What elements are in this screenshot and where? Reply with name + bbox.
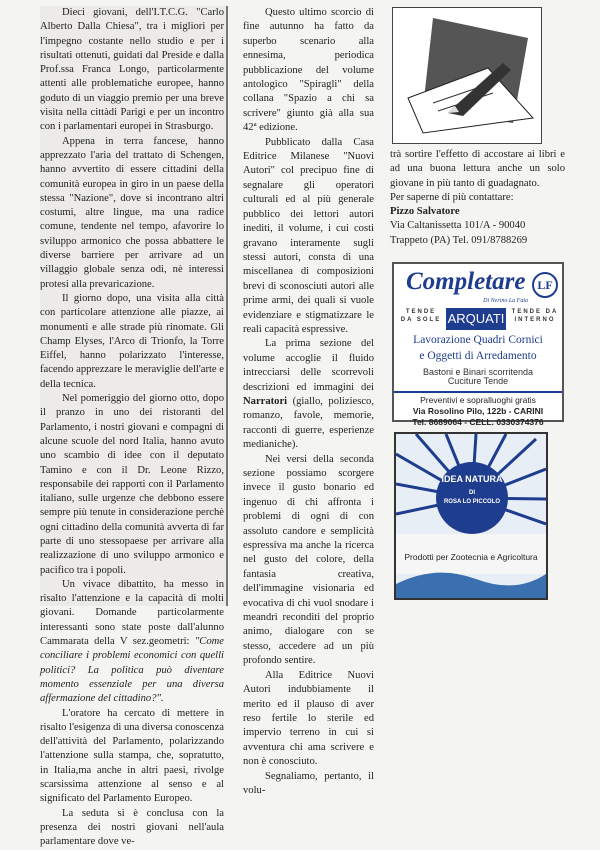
service: Preventivi e sopralluoghi gratis <box>420 395 536 405</box>
text: La prima sezione del volume accoglie il fluido intrecciarsi delle scorrevoli descrizioni ed immagini dei <box>243 338 374 393</box>
paragraph: Il giorno dopo, una visita alla città con particolare attenzione alle piazze, ai monumenti e alle strade più rinomate. Gli Champ Elyses, l'Arco di Trionfo, la Torre Eiffel, hanno polarizzato l'interesse, facendo apprezzare le meraviglie dell'arte e della tecnica. <box>40 292 224 390</box>
tende-sole: TENDE DA SOLE <box>400 309 442 323</box>
text: (giallo, poliziesco, romanzo, favole, memorie, racconti di guerre, esperienze medianiche). <box>243 395 374 451</box>
paragraph: trà sortire l'effetto di accostare ai libri e ad una buona lettura anche un solo giovane in più tanto di guadagnato. <box>390 149 565 189</box>
owner: ROSA LO PICCOLO <box>443 499 501 505</box>
paragraph: Nei versi della seconda sezione possiamo scorgere invece il gusto bonario ed ingenuo di chi affronta i problemi di ogni di con assoluto candore e semplicità espressiva ma anche la ricerca nel gusto del colore, della fantasia creativa, dell'immagine visionaria ed evocativa di chi vuol snodare i meandri reconditi del proprio animo, dialogare con se stesso, accedere ad un più profondo sentire. <box>243 453 374 667</box>
contact-name <box>390 205 565 219</box>
paragraph: Dieci giovani, dell'I.T.C.G. "Carlo Alberto Dalla Chiesa", tra i migliori per l'impegno costante nello studio e per i risultati ottenuti, guidati dal Preside e dalla Prof.ssa Franca Longo, particolarmente attenti alle problematiche europee, hanno goduto di un viaggio premio per una breve visita nella cittàdi Parigi e per un incontro con i parlamentari europei in Strasburgo. <box>40 7 224 133</box>
article-continuation <box>390 148 565 248</box>
contact-label: Per saperne di più contattare: <box>390 191 514 203</box>
arquati-logo: ARQUATI <box>446 308 506 330</box>
brand-name: IDEA NATURA <box>441 474 503 484</box>
headline: Lavorazione Quadri Cornici <box>413 334 543 346</box>
ad-completare <box>392 262 564 427</box>
paragraph: La seduta si è conclusa con la presenza dei nostri giovani nell'aula parlamentare dove ve- <box>40 807 224 848</box>
idea-natura-logo <box>436 462 508 534</box>
pencil-paper-illustration <box>392 7 542 144</box>
brand-name: Completare <box>406 268 526 295</box>
paragraph <box>40 578 224 707</box>
paragraph: Segnaliamo, pertanto, il volu- <box>243 770 374 796</box>
article-europe <box>40 6 228 848</box>
name: Pizzo Salvatore <box>390 206 460 218</box>
paragraph: Alla Editrice Nuovi Autori indubbiamente il merito ed il plauso di aver reso fertile lo sterile ed impervio terreno in cui si avventura chi ama scrivere e non è conosciuto. <box>243 669 374 768</box>
contact-phone: Trappeto (PA) Tel. 091/8788269 <box>390 234 528 246</box>
paragraph: Pubblicato dalla Casa Editrice Milanese "Nuovi Autori" col precipuo fine di segnalare gli operatori culturali ed al più generale pubblico dei lettori autori inediti, il volume, i cui costi gravano interamente sugli stessi autori, consta di una miscellanea di composizioni brevi di sconosciuti autori alle prime armi, dei quali si vuole evidenziare e stigmatizzare le reali capacità espressive. <box>243 136 374 335</box>
service: Bastoni e Binari scorritenda <box>422 367 534 377</box>
tagline: Prodotti per Zootecnia e Agricoltura <box>404 552 538 562</box>
address: Via Rosolino Pilo, 122b - CARINI <box>412 406 544 416</box>
paragraph: Questo ultimo scorcio di fine autunno ha fatto da superbo scenario alla ennesima, periodica pubblicazione del volume antologico "Spiragli" della collana "Spazio a chi sa scrivere" giunto già alla sua 42ª edizione. <box>243 7 374 134</box>
phone: Tel. 8689064 - CELL. 0330374376 <box>412 417 544 427</box>
ad-idea-natura <box>394 432 548 600</box>
logo-icon: LF <box>532 272 558 298</box>
ad-contact <box>394 391 562 428</box>
article-spiragli <box>243 6 374 798</box>
tende-interno: TENDE DA INTERNO <box>511 309 559 323</box>
di: DI <box>469 490 475 496</box>
quote: "Come conciliare i problemi economici con quelli politici? La politica può diventare momento essenziale per una diversa affermazione del cittadino?". <box>40 636 224 705</box>
contact-address: Via Caltanissetta 101/A - 90040 <box>390 220 526 232</box>
text: Un vivace dibattito, ha messo in risalto l'attenzione e la capacità di molti giovani. Domande particolarmente interessanti sono state poste dall'alunno Cammarata della V sez.geometri: <box>40 578 224 648</box>
bold-text: Narratori <box>243 395 288 407</box>
paragraph <box>243 337 374 452</box>
service: Cuciture Tende <box>447 376 509 386</box>
headline: e Oggetti di Arredamento <box>419 350 537 362</box>
paragraph: Appena in terra fancese, hanno apprezzato l'aria del trattato di Schengen, hanno avvertito di essere cittadini della comunità europea in giro in un paese della stessa "Nazione", dove si incontrano altri costumi, altre lingue, ma una radice comune, tendente nel tempo, afavorire lo sviluppo armonico che possa abbattere le diverse barriere per arrivare ad un villaggio globale senza odi, nè interessi protesi alla prevaricazione. <box>40 135 224 290</box>
paragraph: Nel pomeriggio del giorno otto, dopo il pranzo in uno dei ristoranti del Parlamento, i nostri giovani e compagni di alcune scuole del nord Italia, hanno avuto uno scambio di idee con il deputato Tamino e con il Dr. Leone Rizzo, responsabile dei rapporti con il Parlamento italiano, sulle urgenze che debbono essere sempre più tenute in considerazione perchè ogni cittadino della comunità avverta di far parte di uno stessopaese per arrivare alla realizzazione di uno sviluppo armonico e pacifico tra i popoli. <box>40 393 224 576</box>
paragraph: L'oratore ha cercato di mettere in risalto l'esigenza di una diversa conoscenza dell'attività del Parlamento, polarizzando l'attenzione sulla stampa, che, sopratutto, in Italia,ma anche in altri paesi, rivolge scarsissima attenzione al senso e al significato del Parlamento Europeo. <box>40 707 224 805</box>
owner: Di Nerino La Fata <box>483 298 528 304</box>
